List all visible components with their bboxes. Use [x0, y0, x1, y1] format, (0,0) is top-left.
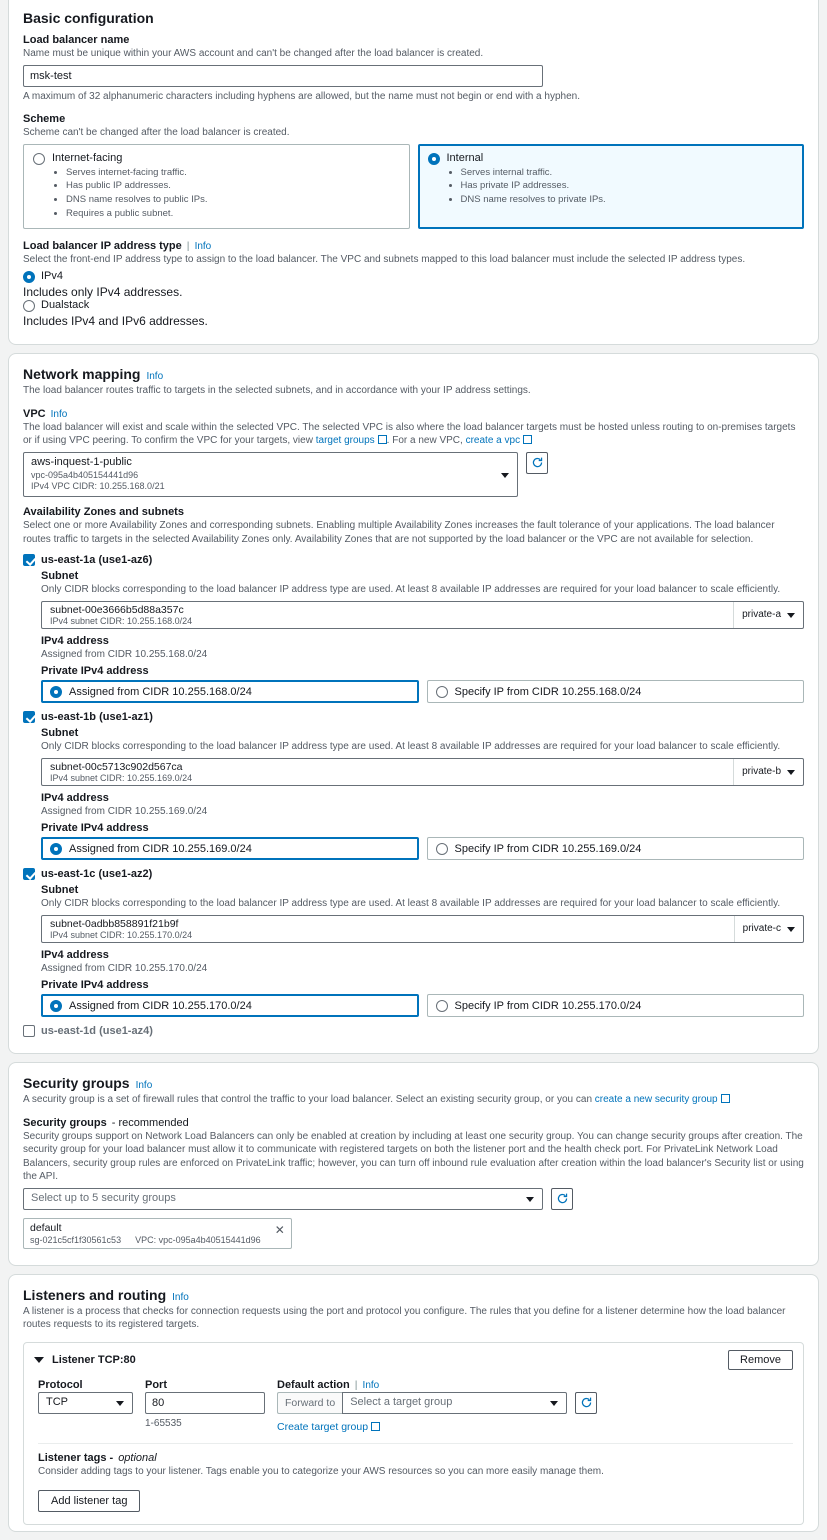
ip-address-type-info-link[interactable]: Info: [194, 240, 212, 252]
private-ipv4-option-assigned[interactable]: [41, 994, 419, 1017]
subnet-id: subnet-00c5713c902d567ca: [50, 760, 183, 773]
listener-title: Listener TCP:80: [52, 1353, 136, 1366]
create-target-group-row: [277, 1419, 597, 1433]
subnet-label: Subnet: [41, 570, 79, 583]
create-vpc-link[interactable]: create a vpc: [466, 435, 532, 446]
listener-fields-row: [38, 1379, 793, 1433]
listener-body: [24, 1377, 803, 1525]
network-mapping-title-text: Network mapping: [23, 366, 141, 383]
private-ipv4-option-assigned[interactable]: [41, 837, 419, 860]
listener-tags-description: Consider adding tags to your listener. Tags enable you to categorize your AWS resources so you can more easily manage them.: [38, 1465, 604, 1477]
divider: [38, 1443, 793, 1444]
list-item: • DNS name resolves to private IPs.: [461, 193, 606, 207]
network-mapping-info-link[interactable]: Info: [146, 371, 164, 383]
network-mapping-description: The load balancer routes traffic to targets in the selected subnets, and in accordance with your IP address settings.: [23, 385, 531, 397]
security-group-token: [23, 1218, 292, 1249]
subnet-cidr: IPv4 subnet CIDR: 10.255.168.0/24: [50, 615, 193, 626]
target-groups-link[interactable]: target groups: [316, 435, 387, 446]
assigned-radio[interactable]: [50, 843, 62, 855]
az-header[interactable]: [23, 554, 804, 566]
security-groups-card: [8, 1062, 819, 1266]
scheme-internet-facing-radio[interactable]: [33, 153, 45, 165]
create-security-group-link[interactable]: create a new security group: [595, 1094, 730, 1105]
subnet-select-main: [42, 602, 733, 628]
specify-radio[interactable]: [436, 686, 448, 698]
availability-zones-label: Availability Zones and subnets: [23, 506, 184, 519]
list-item: • Requires a public subnet.: [66, 207, 208, 221]
listeners-routing-card: [8, 1274, 819, 1533]
private-ipv4-option-specify[interactable]: [427, 994, 805, 1017]
list-item: • Has public IP addresses.: [66, 179, 208, 193]
scheme-option-internal[interactable]: [418, 144, 805, 229]
network-mapping-card: [8, 353, 819, 1054]
scheme-internal-title: Internal: [446, 151, 484, 164]
refresh-icon: [580, 1396, 593, 1409]
dualstack-label: Dualstack: [41, 299, 90, 312]
security-groups-title: [23, 1075, 804, 1091]
network-mapping-title: [23, 366, 804, 382]
protocol-label: Protocol: [38, 1378, 83, 1391]
default-action-field: [277, 1379, 597, 1433]
subnet-label: Subnet: [41, 884, 79, 897]
refresh-icon: [531, 456, 544, 469]
list-item: • DNS name resolves to public IPs.: [66, 193, 208, 207]
listeners-routing-info-link[interactable]: Info: [172, 1291, 189, 1303]
close-icon[interactable]: ✕: [274, 1222, 285, 1237]
remove-listener-button[interactable]: Remove: [728, 1350, 793, 1370]
private-ipv4-address-label: Private IPv4 address: [41, 979, 149, 992]
default-action-label-text: Default action: [277, 1378, 350, 1391]
target-group-select[interactable]: [342, 1392, 567, 1414]
subnet-cidr: IPv4 subnet CIDR: 10.255.170.0/24: [50, 929, 193, 940]
specify-option-label: Specify IP from CIDR 10.255.170.0/24: [454, 999, 642, 1012]
port-field: [145, 1379, 265, 1431]
subnet-select-main: [42, 916, 734, 942]
security-groups-info-link[interactable]: Info: [135, 1080, 153, 1092]
specify-option-label: Specify IP from CIDR 10.255.169.0/24: [454, 842, 642, 855]
add-listener-tag-button[interactable]: Add listener tag: [38, 1490, 140, 1512]
ip-address-type-option-ipv4[interactable]: [23, 270, 804, 283]
chevron-down-icon: [116, 1401, 124, 1406]
ipv4-address-label: IPv4 address: [41, 634, 109, 647]
chevron-down-icon[interactable]: [34, 1357, 44, 1363]
vpc-label: [23, 408, 804, 420]
private-ipv4-options: [41, 994, 804, 1017]
vpc-description-part1: The load balancer will exist and scale within the selected VPC. The selected VPC is also where the load balancer targets must be hosted unless routing to on-premises targets or if using VPC peering. To confirm the VPC for your targets, view: [23, 421, 796, 447]
vpc-label-text: VPC: [23, 407, 46, 420]
protocol-value: TCP: [46, 1395, 68, 1408]
scheme-internet-facing-title: Internet-facing: [52, 151, 123, 164]
port-input[interactable]: [145, 1392, 265, 1414]
az-checkbox-us-east-1d[interactable]: [23, 1025, 35, 1037]
assigned-radio[interactable]: [50, 1000, 62, 1012]
ipv4-address-label: IPv4 address: [41, 791, 109, 804]
basic-configuration-card: [8, 0, 819, 345]
az-header[interactable]: [23, 711, 804, 723]
security-groups-select-row: [23, 1188, 804, 1210]
listener-tags-label-text: Listener tags -: [38, 1451, 114, 1464]
ipv4-label: IPv4: [41, 270, 64, 283]
port-label: Port: [145, 1378, 167, 1391]
listener-tags-label: [38, 1452, 793, 1464]
assigned-option-label: Assigned from CIDR 10.255.169.0/24: [69, 842, 252, 855]
listeners-routing-description: A listener is a process that checks for connection requests using the port and protocol you configure. The rules that you define for a listener determine how the load balancer routes requests to its registered targets.: [23, 1305, 786, 1331]
az-checkbox-us-east-1c[interactable]: [23, 868, 35, 880]
listener-panel: [23, 1342, 804, 1526]
private-ipv4-options: [41, 837, 804, 860]
subnet-tag: private-a: [733, 602, 803, 628]
private-ipv4-address-label: Private IPv4 address: [41, 665, 149, 678]
default-action-row: [277, 1392, 597, 1414]
subnet-select-us-east-1a[interactable]: [41, 601, 804, 629]
private-ipv4-option-specify[interactable]: [427, 680, 805, 703]
vpc-selected-cidr: IPv4 VPC CIDR: 10.255.168.0/21: [31, 481, 165, 492]
listeners-routing-title: [23, 1287, 804, 1303]
subnet-select-us-east-1b[interactable]: [41, 758, 804, 786]
ip-address-type-option-dualstack[interactable]: [23, 299, 804, 312]
ipv4-address-label: IPv4 address: [41, 948, 109, 961]
az-header[interactable]: [23, 868, 804, 880]
subnet-label: Subnet: [41, 727, 79, 740]
vpc-description: [23, 421, 804, 448]
scheme-label: Scheme: [23, 113, 66, 125]
security-groups-recommended-text: - recommended: [111, 1116, 189, 1129]
assigned-option-label: Assigned from CIDR 10.255.168.0/24: [69, 685, 252, 698]
listeners-routing-title-text: Listeners and routing: [23, 1286, 167, 1303]
scheme-option-internet-facing[interactable]: [23, 144, 410, 229]
availability-zones-description: Select one or more Availability Zones and corresponding subnets. Enabling multiple Availability Zones increases the fault tolerance of your applications. The load balancer routes traffic to targets in the selected Availability Zones only. Availability Zones that are not supported by the load balancer or the VPC are not available for selection.: [23, 520, 775, 545]
subnet-description: Only CIDR blocks corresponding to the load balancer IP address type are used. At least 8 available IP addresses are required for your load balancer to scale efficiently.: [41, 898, 781, 910]
load-balancer-name-description: Name must be unique within your AWS account and can't be changed after the load balancer is created.: [23, 48, 484, 59]
az-checkbox-us-east-1b[interactable]: [23, 711, 35, 723]
vpc-description-part2: . For a new VPC,: [386, 435, 463, 447]
scheme-description: Scheme can't be changed after the load balancer is created.: [23, 127, 290, 138]
basic-configuration-title: Basic configuration: [23, 10, 154, 26]
vpc-selected-id: vpc-095a4b405154441d96: [31, 469, 139, 480]
security-groups-field-label: [23, 1117, 804, 1129]
scheme-internet-facing-bullets: [52, 166, 208, 221]
listener-tags-optional-text: optional: [118, 1451, 157, 1464]
default-action-label: [277, 1379, 597, 1391]
availability-zone-block: [23, 868, 804, 1017]
az-name: us-east-1d (use1-az4): [41, 1025, 153, 1038]
chevron-down-icon: [526, 1197, 534, 1202]
chevron-down-icon: [501, 473, 509, 478]
chevron-down-icon: [550, 1401, 558, 1406]
refresh-icon: [556, 1192, 569, 1205]
default-action-info-link[interactable]: Info: [362, 1379, 380, 1391]
assigned-radio[interactable]: [50, 686, 62, 698]
subnet-id: subnet-0adbb858891f21b9f: [50, 917, 179, 930]
private-ipv4-address-label: Private IPv4 address: [41, 822, 149, 835]
label-separator: |: [354, 1379, 358, 1391]
scheme-internal-radio[interactable]: [428, 153, 440, 165]
specify-radio[interactable]: [436, 1000, 448, 1012]
security-groups-select-placeholder: Select up to 5 security groups: [31, 1191, 176, 1204]
subnet-description: Only CIDR blocks corresponding to the load balancer IP address type are used. At least 8 available IP addresses are required for your load balancer to scale efficiently.: [41, 741, 781, 753]
az-checkbox-us-east-1a[interactable]: [23, 554, 35, 566]
subnet-id: subnet-00e3666b5d88a357c: [50, 603, 184, 616]
vpc-info-link[interactable]: Info: [50, 408, 68, 420]
dualstack-radio[interactable]: [23, 300, 35, 312]
list-item: • Serves internal traffic.: [461, 166, 606, 180]
ipv4-assigned-text: Assigned from CIDR 10.255.168.0/24: [41, 648, 208, 660]
subnet-tag: private-b: [733, 759, 803, 785]
refresh-target-groups-button[interactable]: [575, 1392, 597, 1414]
ip-address-type-label-text: Load balancer IP address type: [23, 239, 182, 252]
scheme-internal-bullets: [447, 166, 606, 207]
forward-to-label: Forward to: [277, 1392, 342, 1414]
port-hint: 1-65535: [145, 1417, 182, 1429]
security-groups-description: [23, 1093, 804, 1107]
security-groups-help-text: Security groups support on Network Load Balancers can only be enabled at creation by including at least one security group. You can change security groups after creation. The security group for your load balancer must allow it to communicate with registered targets on both the listener port and the health check port. For PrivateLink Network Load Balancers, security group rules are enforced on PrivateLink traffic; however, you can turn off inbound rule evaluation after creation within the load balancer's Security list or using the API.: [23, 1130, 804, 1183]
listener-header: [24, 1343, 803, 1377]
ipv4-assigned-text: Assigned from CIDR 10.255.169.0/24: [41, 805, 208, 817]
security-group-token-name: default: [30, 1221, 62, 1234]
chevron-down-icon: [787, 613, 795, 618]
security-group-token-main: [30, 1222, 261, 1245]
az-name: us-east-1a (use1-az6): [41, 554, 153, 567]
forward-to-group: [277, 1392, 567, 1414]
ipv4-sublabel: Includes only IPv4 addresses.: [23, 285, 183, 300]
ipv4-assigned-text: Assigned from CIDR 10.255.170.0/24: [41, 962, 208, 974]
specify-radio[interactable]: [436, 843, 448, 855]
protocol-select[interactable]: [38, 1392, 133, 1414]
ip-address-type-description: Select the front-end IP address type to assign to the load balancer. The VPC and subnets mapped to this load balancer must include the selected IP address types.: [23, 253, 746, 265]
availability-zone-block: [23, 711, 804, 860]
security-group-token-vpc: VPC: vpc-095a4b40515441d96: [135, 1234, 261, 1245]
subnet-select-us-east-1c[interactable]: [41, 915, 804, 943]
target-group-placeholder: Select a target group: [350, 1395, 453, 1408]
load-balancer-name-input[interactable]: [23, 65, 543, 87]
create-target-group-link[interactable]: Create target group: [277, 1421, 380, 1433]
dualstack-sublabel: Includes IPv4 and IPv6 addresses.: [23, 314, 208, 329]
security-groups-select[interactable]: [23, 1188, 543, 1210]
az-name: us-east-1c (use1-az2): [41, 868, 153, 881]
protocol-field: [38, 1379, 133, 1414]
scheme-options: [23, 144, 804, 229]
subnet-select-main: [42, 759, 733, 785]
chevron-down-icon: [787, 927, 795, 932]
security-groups-description-text: A security group is a set of firewall rules that control the traffic to your load balancer. Select an existing security group, or you can: [23, 1094, 592, 1106]
label-separator: |: [186, 240, 190, 252]
subnet-description: Only CIDR blocks corresponding to the load balancer IP address type are used. At least 8 available IP addresses are required for your load balancer to scale efficiently.: [41, 584, 781, 596]
security-groups-title-text: Security groups: [23, 1075, 130, 1092]
security-groups-field-label-text: Security groups: [23, 1116, 107, 1129]
chevron-down-icon: [787, 770, 795, 775]
assigned-option-label: Assigned from CIDR 10.255.170.0/24: [69, 999, 252, 1012]
security-group-token-id: sg-021c5cf1f30561c53: [30, 1234, 122, 1245]
load-balancer-name-label: Load balancer name: [23, 34, 130, 46]
subnet-cidr: IPv4 subnet CIDR: 10.255.169.0/24: [50, 772, 193, 783]
list-item: • Serves internet-facing traffic.: [66, 166, 208, 180]
security-group-token-meta: [30, 1234, 261, 1245]
refresh-security-groups-button[interactable]: [551, 1188, 573, 1210]
az-name: us-east-1b (use1-az1): [41, 711, 153, 724]
ip-address-type-label: [23, 240, 804, 252]
private-ipv4-option-specify[interactable]: [427, 837, 805, 860]
ipv4-radio[interactable]: [23, 271, 35, 283]
refresh-vpc-button[interactable]: [526, 452, 548, 474]
list-item: • Has private IP addresses.: [461, 179, 606, 193]
availability-zone-block: [23, 554, 804, 703]
specify-option-label: Specify IP from CIDR 10.255.168.0/24: [454, 685, 642, 698]
subnet-tag: private-c: [734, 916, 803, 942]
vpc-select[interactable]: [23, 452, 518, 497]
private-ipv4-options: [41, 680, 804, 703]
load-balancer-name-hint: A maximum of 32 alphanumeric characters including hyphens are allowed, but the name must not begin or end with a hyphen.: [23, 90, 580, 102]
private-ipv4-option-assigned[interactable]: [41, 680, 419, 703]
vpc-selected-value: aws-inquest-1-public: [31, 455, 132, 468]
availability-zone-unchecked[interactable]: [23, 1025, 804, 1037]
